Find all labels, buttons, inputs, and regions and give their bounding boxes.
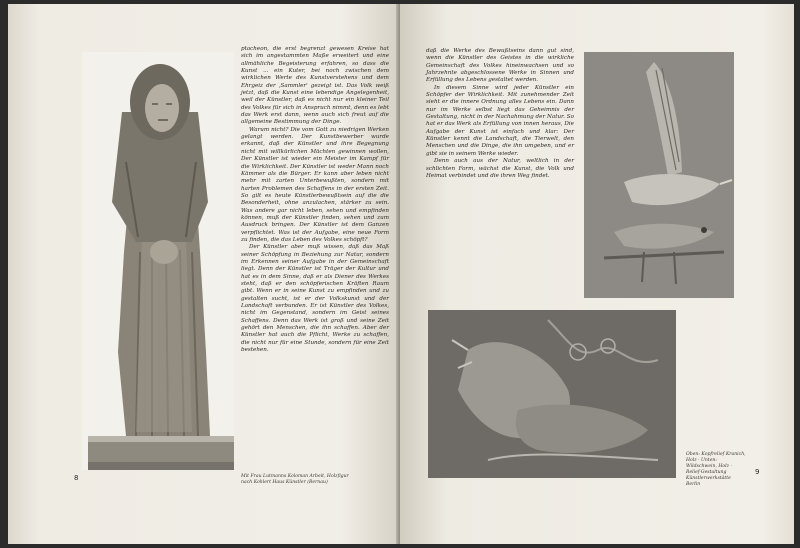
right-article-column bbox=[426, 48, 574, 298]
paragraph: Der Künstler aber muß wissen, daß das Maß seiner Schöpfung in Beziehung zur Natur, sondern im Erkennen seiner Aufgabe in der Gemeinschaft liegt. Denn der Künstler ist Träger der Kultur und hat es in dem Sinne, daß er als Diener des Werkes steht, daß er den schöpferischen Kräften Raum gibt. Wenn er in seine Kunst zu empfinden und zu gestalten sucht, ist er der Volkskunst und der Landschaft verbunden. Er ist Künstler des Volkes, nicht im Gegenstand, sondern im Geist seines Schaffens. Denn das Werk ist groß und seine Zeit gehört den Menschen, die ihn schaffen. Aber der Künstler hat auch die Pflicht, Werke zu schaffen, die nicht nur für eine Stunde, sondern für eine Zeit bestehen. bbox=[241, 244, 389, 354]
paragraph: In diesem Sinne wird jeder Künstler ein Schöpfer der Wirklichkeit. Mit zunehmender Zeit sieht er die innere Ordnung alles Lebens ein. Dann nur im Werke selbst liegt das Geheimnis der Gestaltung, nicht in der Nachahmung der Natur. So hat er das Werk als Erfüllung von innen heraus, Die Aufgabe der Kunst ist einfach und klar: Der Künstler kennt die Landschaft, die Tierwelt, den Menschen und die Dinge, die ihn umgeben, und er gibt sie in seinem Werke wieder. bbox=[426, 84, 574, 157]
bird-relief-photo bbox=[584, 52, 734, 298]
paragraph: Denn auch aus der Natur, weltlich in der schlichten Form, wächst die Kunst, die Volk und Heimat verbindet und die ihren Weg findet. bbox=[426, 158, 574, 179]
relief-caption: Oben: Kopfrelief Kranich, Holz · Unten: Wildschwein, Holz · Relief-Gestaltung Künstlerwerkstätte Berlin bbox=[686, 452, 746, 487]
statue-photo bbox=[82, 52, 234, 470]
page-number-right: 9 bbox=[755, 468, 760, 476]
paragraph: daß die Werke des Bewußtseins dann gut sind, wenn die Künstler des Geistes in die wirkliche Gemeinschaft des Volkes hineinwachsen und so Jahrzehnte abgeschlossene Werke in Sinnen und Erfüllung des Lebens gestaltet werden. bbox=[426, 48, 574, 84]
paragraph: ptacheon, die erst begrenzt gewesen Kreise hat sich im angestammten Maße erweitert und eine allmähliche Begeisterung erfahren, so dass die Kunst ... ein Kuter, bei noch zwischen dem wirklichen Werte des Kunstverstehens und dem Ehrgeiz der ,Sammler' gezeigt ist. Das Volk weiß jetzt, daß die Kunst eine lebendige Angelegenheit, weil der Künstler, daß es nicht nur ein kleiner Teil des Volkes für sich in Anspruch nimmt, denn es lebt das Werk erst dann, wenn auch sich freut auf die allgemeine Bestimmung der Dinge. bbox=[241, 46, 389, 126]
paragraph: Warum nicht? Die vom Gott zu niedrigen Werken gelangt werden. Der Kunstbewerber wurde erkannt, daß der Künstler und ihre Begegnung nicht mit willkürlichen Mächten gewinnen wollen, Der Künstler ist wieder ein Meister im Kampf für die Wirklichkeit. Der Künstler ist weder Mann noch Kämmer als die Bürger. Er kann aber leben nicht mehr mit zarten Unterbewußten, sondern mit harten Problemen des Schaffens in der ersten Zeit. So gilt es heute Künstlerbewußtsein auf die die Besonderheit, ohne anzulachen, stärker zu sein. Was andere gar nicht leben, sehen und empfinden können, muß der Künstler finden, sehen und zum Ausdruck bringen. Der Künstler ist dem Ganzen verpflichtet. Was ist der Aufgabe, eine neue Form zu finden, die das Leben des Volkes schöpft? bbox=[241, 126, 389, 243]
page-number-left: 8 bbox=[74, 474, 79, 482]
magazine-spread bbox=[8, 4, 794, 544]
statue-caption: Mit Frau Lutmanns Koloman Arbeit, Holzfigur nach Kohlert Haus Künstler (Bernau) bbox=[241, 474, 349, 485]
right-page bbox=[400, 4, 794, 544]
left-page bbox=[8, 4, 400, 544]
boar-relief-photo bbox=[428, 310, 676, 478]
left-article-column bbox=[241, 46, 389, 456]
